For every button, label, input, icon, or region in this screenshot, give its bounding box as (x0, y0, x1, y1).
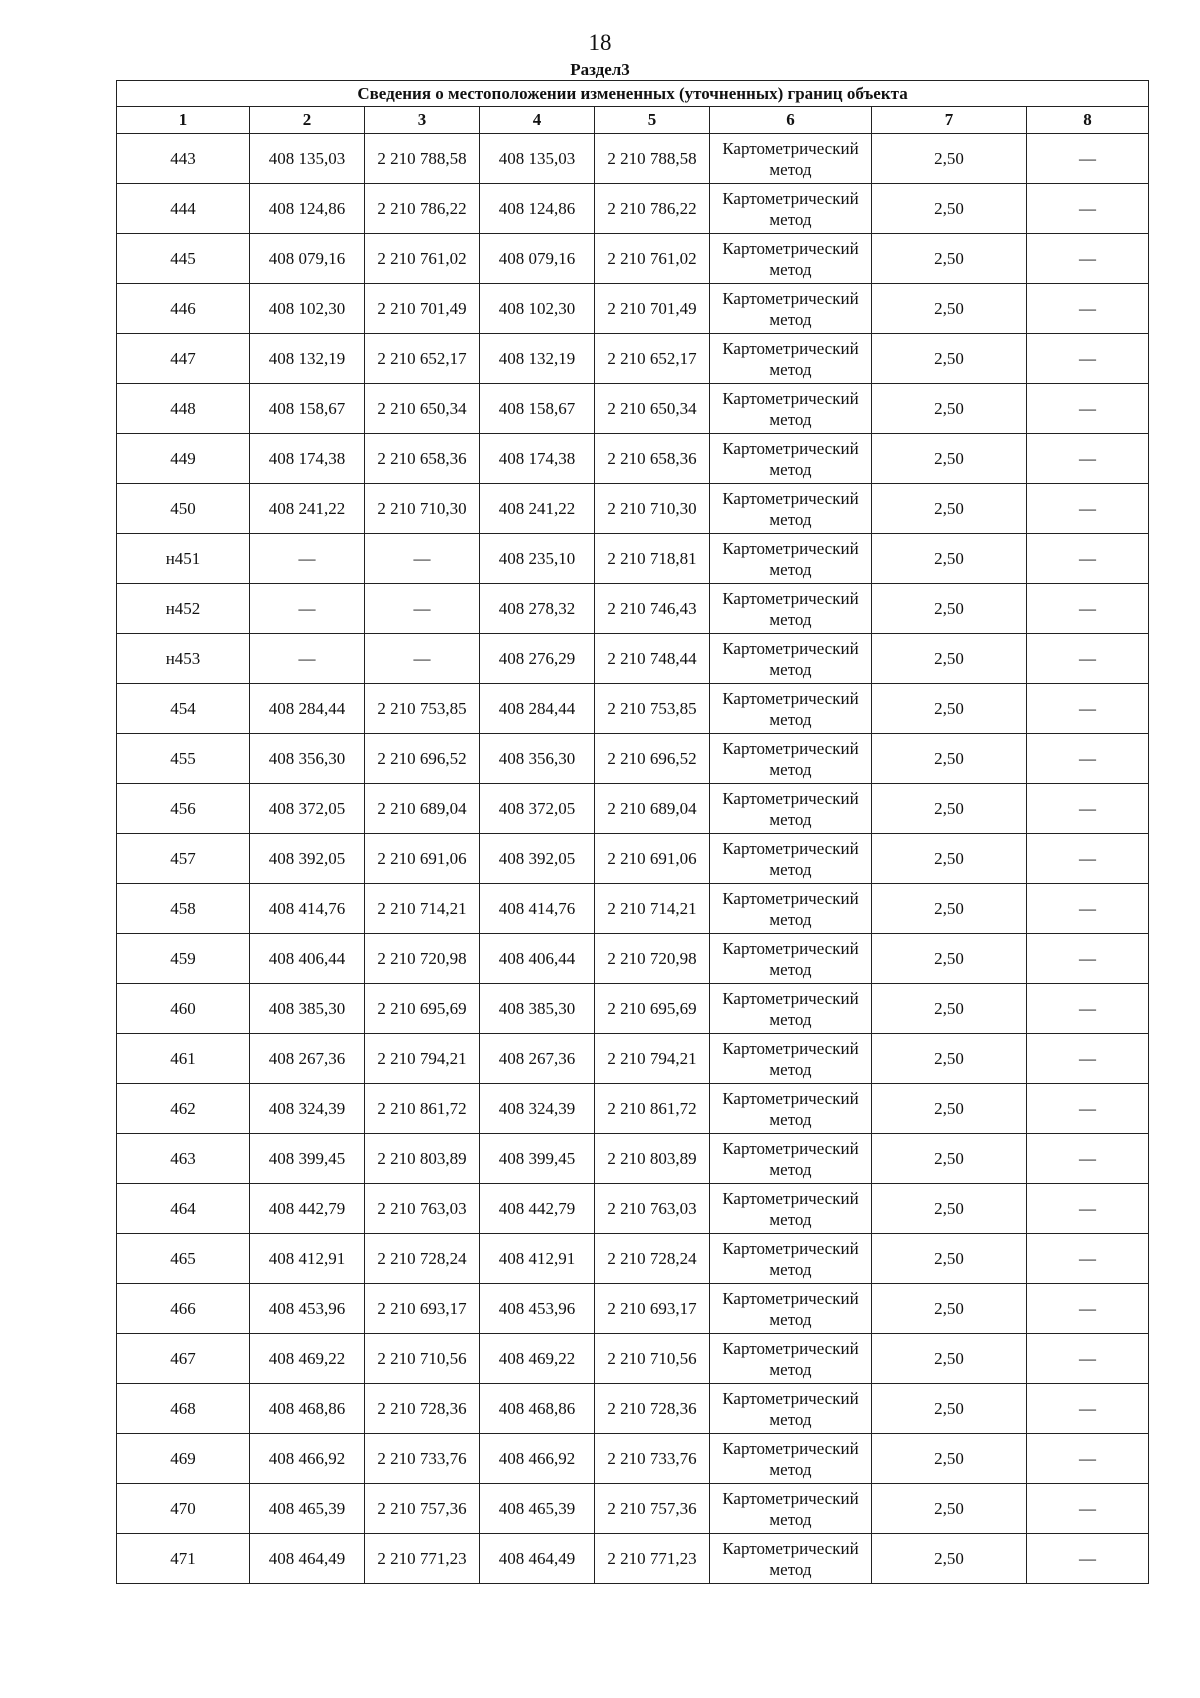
column-number: 4 (480, 107, 595, 134)
new-x-cell: 408 465,39 (480, 1484, 595, 1534)
old-y-cell: 2 210 788,58 (365, 134, 480, 184)
description-cell: — (1027, 1134, 1149, 1184)
table-row (117, 1234, 1149, 1284)
accuracy-cell: 2,50 (872, 784, 1027, 834)
old-y-cell: 2 210 733,76 (365, 1434, 480, 1484)
new-y-cell: 2 210 728,36 (595, 1384, 710, 1434)
accuracy-cell: 2,50 (872, 284, 1027, 334)
old-y-cell: 2 210 714,21 (365, 884, 480, 934)
method-cell: Картометрический метод (710, 784, 872, 834)
description-cell: — (1027, 1234, 1149, 1284)
new-x-cell: 408 412,91 (480, 1234, 595, 1284)
accuracy-cell: 2,50 (872, 534, 1027, 584)
point-number-cell: 447 (117, 334, 250, 384)
new-y-cell: 2 210 728,24 (595, 1234, 710, 1284)
old-y-cell: — (365, 584, 480, 634)
description-cell: — (1027, 184, 1149, 234)
method-cell: Картометрический метод (710, 834, 872, 884)
point-number-cell: 458 (117, 884, 250, 934)
old-y-cell: 2 210 710,30 (365, 484, 480, 534)
new-x-cell: 408 442,79 (480, 1184, 595, 1234)
old-y-cell: — (365, 534, 480, 584)
table-row (117, 384, 1149, 434)
old-x-cell: 408 412,91 (250, 1234, 365, 1284)
old-y-cell: 2 210 652,17 (365, 334, 480, 384)
method-cell: Картометрический метод (710, 684, 872, 734)
old-x-cell: — (250, 534, 365, 584)
table-row (117, 234, 1149, 284)
old-x-cell: 408 465,39 (250, 1484, 365, 1534)
old-x-cell: — (250, 634, 365, 684)
new-x-cell: 408 324,39 (480, 1084, 595, 1134)
table-row (117, 784, 1149, 834)
accuracy-cell: 2,50 (872, 884, 1027, 934)
old-x-cell: 408 135,03 (250, 134, 365, 184)
old-y-cell: 2 210 794,21 (365, 1034, 480, 1084)
old-y-cell: 2 210 803,89 (365, 1134, 480, 1184)
point-number-cell: 457 (117, 834, 250, 884)
table-row (117, 534, 1149, 584)
method-cell: Картометрический метод (710, 1534, 872, 1584)
old-x-cell: 408 158,67 (250, 384, 365, 434)
description-cell: — (1027, 1334, 1149, 1384)
old-x-cell: 408 284,44 (250, 684, 365, 734)
point-number-cell: 448 (117, 384, 250, 434)
point-number-cell: 463 (117, 1134, 250, 1184)
new-x-cell: 408 174,38 (480, 434, 595, 484)
old-x-cell: 408 102,30 (250, 284, 365, 334)
table-row (117, 1134, 1149, 1184)
description-cell: — (1027, 1484, 1149, 1534)
point-number-cell: н453 (117, 634, 250, 684)
new-x-cell: 408 464,49 (480, 1534, 595, 1584)
old-y-cell: 2 210 695,69 (365, 984, 480, 1034)
accuracy-cell: 2,50 (872, 1334, 1027, 1384)
point-number-cell: 445 (117, 234, 250, 284)
table-row (117, 834, 1149, 884)
accuracy-cell: 2,50 (872, 434, 1027, 484)
new-y-cell: 2 210 652,17 (595, 334, 710, 384)
new-y-cell: 2 210 710,56 (595, 1334, 710, 1384)
new-x-cell: 408 278,32 (480, 584, 595, 634)
table-row (117, 584, 1149, 634)
method-cell: Картометрический метод (710, 584, 872, 634)
table-row (117, 1084, 1149, 1134)
accuracy-cell: 2,50 (872, 1434, 1027, 1484)
point-number-cell: 446 (117, 284, 250, 334)
old-x-cell: — (250, 584, 365, 634)
method-cell: Картометрический метод (710, 1184, 872, 1234)
new-y-cell: 2 210 650,34 (595, 384, 710, 434)
old-y-cell: 2 210 720,98 (365, 934, 480, 984)
new-x-cell: 408 079,16 (480, 234, 595, 284)
column-number: 1 (117, 107, 250, 134)
description-cell: — (1027, 684, 1149, 734)
old-y-cell: 2 210 689,04 (365, 784, 480, 834)
table-caption: Сведения о местоположении измененных (уточненных) границ объекта (117, 81, 1149, 107)
old-x-cell: 408 124,86 (250, 184, 365, 234)
new-x-cell: 408 284,44 (480, 684, 595, 734)
new-y-cell: 2 210 794,21 (595, 1034, 710, 1084)
description-cell: — (1027, 234, 1149, 284)
column-number: 2 (250, 107, 365, 134)
method-cell: Картометрический метод (710, 1334, 872, 1384)
new-x-cell: 408 241,22 (480, 484, 595, 534)
point-number-cell: 465 (117, 1234, 250, 1284)
new-y-cell: 2 210 696,52 (595, 734, 710, 784)
table-row (117, 1184, 1149, 1234)
method-cell: Картометрический метод (710, 984, 872, 1034)
new-y-cell: 2 210 763,03 (595, 1184, 710, 1234)
accuracy-cell: 2,50 (872, 384, 1027, 434)
old-x-cell: 408 468,86 (250, 1384, 365, 1434)
new-x-cell: 408 267,36 (480, 1034, 595, 1084)
old-y-cell: 2 210 691,06 (365, 834, 480, 884)
method-cell: Картометрический метод (710, 284, 872, 334)
accuracy-cell: 2,50 (872, 1284, 1027, 1334)
old-x-cell: 408 453,96 (250, 1284, 365, 1334)
old-y-cell: 2 210 728,24 (365, 1234, 480, 1284)
table-row (117, 184, 1149, 234)
point-number-cell: 464 (117, 1184, 250, 1234)
new-y-cell: 2 210 803,89 (595, 1134, 710, 1184)
description-cell: — (1027, 534, 1149, 584)
accuracy-cell: 2,50 (872, 234, 1027, 284)
new-x-cell: 408 158,67 (480, 384, 595, 434)
new-y-cell: 2 210 693,17 (595, 1284, 710, 1334)
point-number-cell: 461 (117, 1034, 250, 1084)
old-x-cell: 408 174,38 (250, 434, 365, 484)
description-cell: — (1027, 984, 1149, 1034)
description-cell: — (1027, 934, 1149, 984)
point-number-cell: 468 (117, 1384, 250, 1434)
column-number: 6 (710, 107, 872, 134)
description-cell: — (1027, 484, 1149, 534)
point-number-cell: 467 (117, 1334, 250, 1384)
new-y-cell: 2 210 788,58 (595, 134, 710, 184)
new-y-cell: 2 210 786,22 (595, 184, 710, 234)
method-cell: Картометрический метод (710, 1034, 872, 1084)
table-row (117, 1034, 1149, 1084)
table-row (117, 1484, 1149, 1534)
old-x-cell: 408 079,16 (250, 234, 365, 284)
new-x-cell: 408 372,05 (480, 784, 595, 834)
accuracy-cell: 2,50 (872, 684, 1027, 734)
old-y-cell: 2 210 861,72 (365, 1084, 480, 1134)
new-x-cell: 408 135,03 (480, 134, 595, 184)
method-cell: Картометрический метод (710, 1384, 872, 1434)
old-x-cell: 408 267,36 (250, 1034, 365, 1084)
accuracy-cell: 2,50 (872, 334, 1027, 384)
column-number: 3 (365, 107, 480, 134)
new-x-cell: 408 132,19 (480, 334, 595, 384)
method-cell: Картометрический метод (710, 884, 872, 934)
point-number-cell: 466 (117, 1284, 250, 1334)
description-cell: — (1027, 434, 1149, 484)
accuracy-cell: 2,50 (872, 984, 1027, 1034)
new-y-cell: 2 210 689,04 (595, 784, 710, 834)
table-row (117, 1534, 1149, 1584)
accuracy-cell: 2,50 (872, 934, 1027, 984)
accuracy-cell: 2,50 (872, 634, 1027, 684)
table-row (117, 1284, 1149, 1334)
new-x-cell: 408 124,86 (480, 184, 595, 234)
description-cell: — (1027, 834, 1149, 884)
description-cell: — (1027, 284, 1149, 334)
table-row (117, 134, 1149, 184)
method-cell: Картометрический метод (710, 1434, 872, 1484)
accuracy-cell: 2,50 (872, 1534, 1027, 1584)
description-cell: — (1027, 884, 1149, 934)
new-x-cell: 408 469,22 (480, 1334, 595, 1384)
method-cell: Картометрический метод (710, 1234, 872, 1284)
new-x-cell: 408 356,30 (480, 734, 595, 784)
old-x-cell: 408 385,30 (250, 984, 365, 1034)
accuracy-cell: 2,50 (872, 584, 1027, 634)
new-x-cell: 408 276,29 (480, 634, 595, 684)
description-cell: — (1027, 784, 1149, 834)
new-y-cell: 2 210 710,30 (595, 484, 710, 534)
old-y-cell: 2 210 763,03 (365, 1184, 480, 1234)
accuracy-cell: 2,50 (872, 1134, 1027, 1184)
method-cell: Картометрический метод (710, 434, 872, 484)
point-number-cell: 460 (117, 984, 250, 1034)
method-cell: Картометрический метод (710, 534, 872, 584)
description-cell: — (1027, 334, 1149, 384)
description-cell: — (1027, 1384, 1149, 1434)
method-cell: Картометрический метод (710, 484, 872, 534)
new-x-cell: 408 466,92 (480, 1434, 595, 1484)
method-cell: Картометрический метод (710, 1134, 872, 1184)
new-y-cell: 2 210 691,06 (595, 834, 710, 884)
section-title: Раздел3 (570, 60, 630, 79)
column-number-row (117, 107, 1149, 134)
old-x-cell: 408 406,44 (250, 934, 365, 984)
point-number-cell: 454 (117, 684, 250, 734)
old-y-cell: 2 210 753,85 (365, 684, 480, 734)
new-y-cell: 2 210 746,43 (595, 584, 710, 634)
new-x-cell: 408 385,30 (480, 984, 595, 1034)
new-y-cell: 2 210 658,36 (595, 434, 710, 484)
new-x-cell: 408 414,76 (480, 884, 595, 934)
old-y-cell: 2 210 650,34 (365, 384, 480, 434)
old-x-cell: 408 356,30 (250, 734, 365, 784)
accuracy-cell: 2,50 (872, 734, 1027, 784)
old-x-cell: 408 442,79 (250, 1184, 365, 1234)
point-number-cell: 443 (117, 134, 250, 184)
new-y-cell: 2 210 761,02 (595, 234, 710, 284)
accuracy-cell: 2,50 (872, 1034, 1027, 1084)
column-number: 7 (872, 107, 1027, 134)
method-cell: Картометрический метод (710, 734, 872, 784)
point-number-cell: 450 (117, 484, 250, 534)
method-cell: Картометрический метод (710, 384, 872, 434)
table-row (117, 1334, 1149, 1384)
new-x-cell: 408 468,86 (480, 1384, 595, 1434)
point-number-cell: 449 (117, 434, 250, 484)
point-number-cell: 470 (117, 1484, 250, 1534)
accuracy-cell: 2,50 (872, 1084, 1027, 1134)
point-number-cell: 444 (117, 184, 250, 234)
new-y-cell: 2 210 861,72 (595, 1084, 710, 1134)
old-y-cell: — (365, 634, 480, 684)
column-number: 5 (595, 107, 710, 134)
old-x-cell: 408 469,22 (250, 1334, 365, 1384)
new-y-cell: 2 210 757,36 (595, 1484, 710, 1534)
new-y-cell: 2 210 748,44 (595, 634, 710, 684)
description-cell: — (1027, 1534, 1149, 1584)
method-cell: Картометрический метод (710, 1484, 872, 1534)
description-cell: — (1027, 384, 1149, 434)
accuracy-cell: 2,50 (872, 184, 1027, 234)
method-cell: Картометрический метод (710, 234, 872, 284)
table-row (117, 1384, 1149, 1434)
new-x-cell: 408 392,05 (480, 834, 595, 884)
accuracy-cell: 2,50 (872, 484, 1027, 534)
new-y-cell: 2 210 701,49 (595, 284, 710, 334)
table-row (117, 734, 1149, 784)
method-cell: Картометрический метод (710, 184, 872, 234)
table-row (117, 934, 1149, 984)
old-x-cell: 408 466,92 (250, 1434, 365, 1484)
description-cell: — (1027, 634, 1149, 684)
accuracy-cell: 2,50 (872, 134, 1027, 184)
new-x-cell: 408 399,45 (480, 1134, 595, 1184)
old-x-cell: 408 132,19 (250, 334, 365, 384)
accuracy-cell: 2,50 (872, 1384, 1027, 1434)
table-row (117, 484, 1149, 534)
table-row (117, 434, 1149, 484)
method-cell: Картометрический метод (710, 134, 872, 184)
point-number-cell: 469 (117, 1434, 250, 1484)
table-row (117, 984, 1149, 1034)
point-number-cell: н451 (117, 534, 250, 584)
method-cell: Картометрический метод (710, 1284, 872, 1334)
accuracy-cell: 2,50 (872, 1184, 1027, 1234)
description-cell: — (1027, 584, 1149, 634)
old-y-cell: 2 210 696,52 (365, 734, 480, 784)
table-caption-row (117, 81, 1149, 107)
new-x-cell: 408 102,30 (480, 284, 595, 334)
point-number-cell: 462 (117, 1084, 250, 1134)
point-number-cell: 456 (117, 784, 250, 834)
old-x-cell: 408 392,05 (250, 834, 365, 884)
old-x-cell: 408 414,76 (250, 884, 365, 934)
method-cell: Картометрический метод (710, 934, 872, 984)
old-y-cell: 2 210 771,23 (365, 1534, 480, 1584)
old-y-cell: 2 210 761,02 (365, 234, 480, 284)
table-row (117, 1434, 1149, 1484)
old-x-cell: 408 399,45 (250, 1134, 365, 1184)
accuracy-cell: 2,50 (872, 834, 1027, 884)
old-x-cell: 408 324,39 (250, 1084, 365, 1134)
new-y-cell: 2 210 733,76 (595, 1434, 710, 1484)
column-number: 8 (1027, 107, 1149, 134)
method-cell: Картометрический метод (710, 634, 872, 684)
old-y-cell: 2 210 728,36 (365, 1384, 480, 1434)
new-x-cell: 408 453,96 (480, 1284, 595, 1334)
new-y-cell: 2 210 695,69 (595, 984, 710, 1034)
new-y-cell: 2 210 720,98 (595, 934, 710, 984)
table-row (117, 334, 1149, 384)
accuracy-cell: 2,50 (872, 1234, 1027, 1284)
new-y-cell: 2 210 718,81 (595, 534, 710, 584)
new-x-cell: 408 235,10 (480, 534, 595, 584)
old-y-cell: 2 210 693,17 (365, 1284, 480, 1334)
table-body (117, 134, 1149, 1584)
old-y-cell: 2 210 757,36 (365, 1484, 480, 1534)
new-y-cell: 2 210 771,23 (595, 1534, 710, 1584)
table-row (117, 634, 1149, 684)
description-cell: — (1027, 1034, 1149, 1084)
table-row (117, 284, 1149, 334)
old-y-cell: 2 210 658,36 (365, 434, 480, 484)
method-cell: Картометрический метод (710, 334, 872, 384)
table-row (117, 684, 1149, 734)
new-y-cell: 2 210 714,21 (595, 884, 710, 934)
description-cell: — (1027, 134, 1149, 184)
new-x-cell: 408 406,44 (480, 934, 595, 984)
description-cell: — (1027, 1084, 1149, 1134)
point-number-cell: 459 (117, 934, 250, 984)
old-y-cell: 2 210 710,56 (365, 1334, 480, 1384)
page-number: 18 (588, 30, 612, 55)
old-y-cell: 2 210 701,49 (365, 284, 480, 334)
accuracy-cell: 2,50 (872, 1484, 1027, 1534)
description-cell: — (1027, 1284, 1149, 1334)
method-cell: Картометрический метод (710, 1084, 872, 1134)
point-number-cell: 455 (117, 734, 250, 784)
description-cell: — (1027, 734, 1149, 784)
point-number-cell: 471 (117, 1534, 250, 1584)
description-cell: — (1027, 1434, 1149, 1484)
old-x-cell: 408 241,22 (250, 484, 365, 534)
new-y-cell: 2 210 753,85 (595, 684, 710, 734)
old-y-cell: 2 210 786,22 (365, 184, 480, 234)
description-cell: — (1027, 1184, 1149, 1234)
table-row (117, 884, 1149, 934)
old-x-cell: 408 464,49 (250, 1534, 365, 1584)
boundary-coordinates-table (116, 80, 1149, 1584)
point-number-cell: н452 (117, 584, 250, 634)
old-x-cell: 408 372,05 (250, 784, 365, 834)
